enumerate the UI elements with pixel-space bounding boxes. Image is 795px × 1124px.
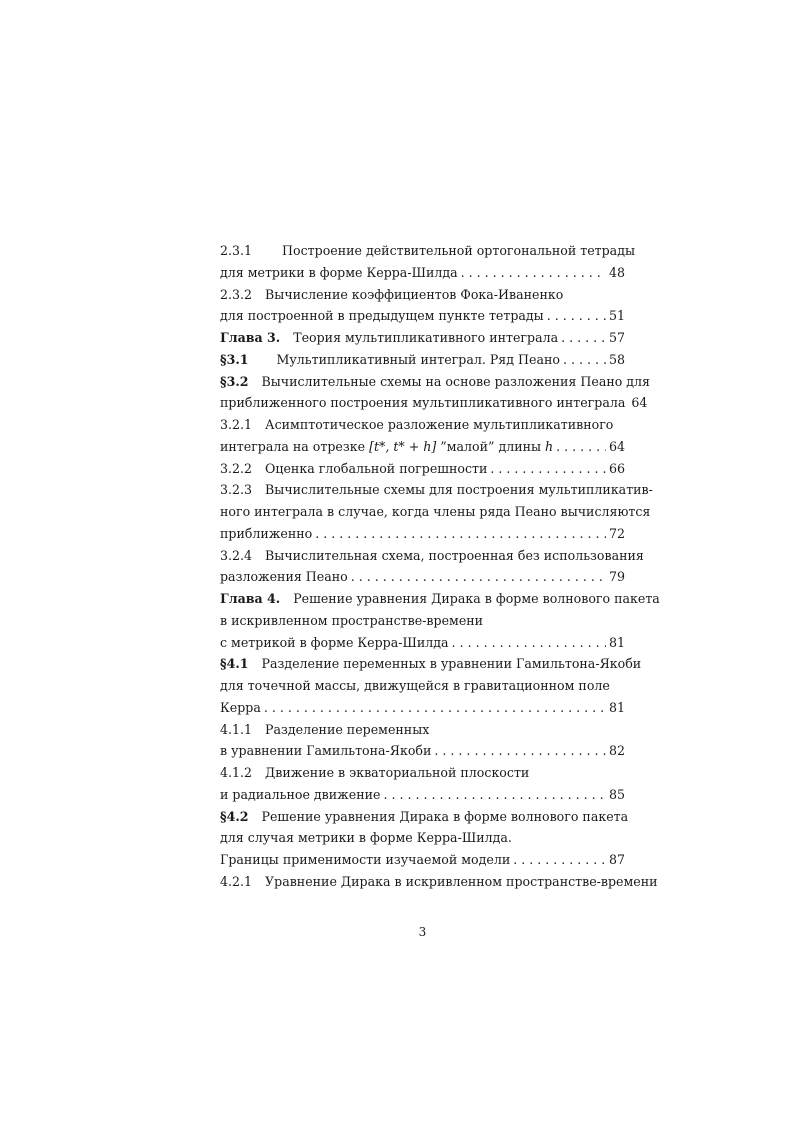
toc-line: [220, 305, 625, 327]
toc-leader: [434, 740, 606, 762]
toc-line: [220, 240, 635, 262]
toc-page-number: 64: [631, 395, 648, 411]
toc-leader: [490, 458, 606, 480]
toc-text: разложения Пеано: [220, 569, 348, 585]
toc-section-number: §4.2: [220, 808, 249, 824]
toc-page-number: 79: [608, 569, 625, 585]
toc-number: 3.2.3: [220, 482, 253, 498]
toc-line: [220, 392, 648, 414]
toc-number: 3.2.1: [220, 417, 253, 432]
toc-line: [220, 871, 658, 893]
toc-leader: [563, 349, 606, 371]
toc-page-number: 48: [608, 264, 625, 280]
toc-number: 4.1.1: [220, 721, 253, 737]
toc-line: [220, 479, 653, 501]
toc-text: Решение уравнения Дирака в форме волнового пакета: [293, 591, 660, 606]
toc-number: 4.1.2: [220, 765, 253, 780]
toc-line: [220, 327, 625, 349]
toc-number: 3.2.2: [220, 460, 253, 476]
toc-line: [220, 806, 629, 828]
toc-text: приближенного построения мультипликативного интеграла: [220, 395, 626, 411]
toc-line: [220, 284, 625, 306]
toc-line: [220, 653, 642, 675]
toc-text: Вычисление коэффициентов Фока-Иваненко: [265, 286, 564, 302]
toc-page-number: 82: [608, 743, 625, 759]
page-number: 3: [418, 925, 427, 939]
toc-section-number: §3.2: [220, 373, 249, 389]
toc-text: для случая метрики в форме Керра-Шилда.: [220, 830, 512, 846]
toc-text: Оценка глобальной погрешности: [265, 460, 488, 476]
toc-line: [220, 262, 625, 284]
toc-leader: [383, 784, 606, 806]
toc-text: Вычислительные схемы на основе разложения Пеано для: [261, 373, 651, 389]
toc-page-number: 72: [608, 525, 625, 541]
toc-leader: [461, 262, 606, 284]
toc-page-number: 81: [608, 699, 625, 715]
toc-page-number: 66: [608, 460, 625, 476]
toc-leader: [513, 849, 606, 871]
toc-number: 2.3.1: [220, 243, 253, 258]
toc-leader: [351, 566, 606, 588]
toc-page-number: 57: [608, 330, 625, 345]
toc-leader: [556, 436, 606, 458]
toc-text: и радиальное движение: [220, 786, 381, 802]
toc-text: для метрики в форме Керра-Шилда: [220, 264, 458, 280]
toc-page-number: 81: [608, 634, 625, 650]
toc-line: [220, 523, 625, 545]
toc-line: [220, 414, 625, 436]
toc-leader: [264, 697, 606, 719]
toc-leader: [561, 327, 606, 349]
toc-line: [220, 719, 625, 741]
toc-number: 2.3.2: [220, 286, 253, 302]
toc-number: 4.2.1: [220, 873, 253, 889]
toc-page-number: 51: [608, 308, 625, 324]
toc-line: [220, 566, 625, 588]
toc-section-number: §3.1: [220, 351, 249, 367]
toc-line: [220, 545, 644, 567]
toc-number: 3.2.4: [220, 547, 253, 563]
toc-text: Уравнение Дирака в искривленном пространстве-времени: [265, 873, 658, 889]
toc-text: Движение в экваториальной плоскости: [265, 765, 530, 780]
toc-line: [220, 849, 625, 871]
toc-text: ного интеграла в случае, когда члены ряда Пеано вычисляются: [220, 504, 651, 519]
toc-chapter-number: Глава 3.: [220, 330, 281, 345]
toc-page-number: 58: [608, 351, 625, 367]
toc-line: [220, 675, 625, 697]
toc-text: Вычислительные схемы для построения мультипликатив-: [265, 482, 653, 498]
toc-line: [220, 349, 625, 371]
toc-leader: [315, 523, 606, 545]
toc-leader: [547, 305, 606, 327]
toc-text: Теория мультипликативного интеграла: [293, 330, 559, 345]
toc-text: для точечной массы, движущейся в гравитационном поле: [220, 678, 610, 693]
toc-chapter-number: Глава 4.: [220, 591, 281, 606]
toc-text: Вычислительная схема, построенная без использования: [265, 547, 644, 563]
toc-line: [220, 501, 651, 523]
toc-text: интеграла на отрезке: [220, 438, 370, 454]
toc-line: [220, 740, 625, 762]
toc-line: [220, 762, 625, 784]
toc-text: Керра: [220, 699, 261, 715]
toc-text: с метрикой в форме Керра-Шилда: [220, 634, 449, 650]
toc-text: Решение уравнения Дирака в форме волнового пакета: [261, 808, 629, 824]
toc-text: Мультипликативный интеграл. Ряд Пеано: [276, 351, 560, 367]
toc-text: приближенно: [220, 525, 313, 541]
toc-text: Разделение переменных: [265, 721, 430, 737]
toc-line: [220, 697, 625, 719]
toc-section-number: §4.1: [220, 656, 249, 672]
toc-text: Построение действительной ортогональной тетрады: [282, 243, 635, 258]
toc-math-h: h: [545, 438, 554, 454]
toc-math-interval: [t*, t* + h]: [369, 438, 437, 454]
toc-text: Асимптотическое разложение мультипликативного: [265, 417, 614, 432]
toc-text: Границы применимости изучаемой модели: [220, 852, 511, 867]
toc-line: [220, 784, 625, 806]
toc-line: [220, 588, 660, 610]
toc-text: Разделение переменных в уравнении Гамильтона-Якоби: [261, 656, 642, 672]
toc-line: [220, 827, 625, 849]
toc-line: [220, 458, 625, 480]
toc-text: в уравнении Гамильтона-Якоби: [220, 743, 432, 759]
toc-page-number: 87: [608, 852, 625, 867]
toc-text: в искривленном пространстве-времени: [220, 612, 484, 628]
toc-line: [220, 632, 625, 654]
toc-text: ”малой” длины: [436, 438, 546, 454]
toc-page-number: 64: [608, 438, 625, 454]
toc-page-number: 85: [608, 786, 625, 802]
toc-page: [220, 240, 660, 893]
toc-line: [220, 371, 651, 393]
toc-line: [220, 436, 625, 458]
toc-text: для построенной в предыдущем пункте тетрады: [220, 308, 544, 324]
toc-leader: [452, 632, 606, 654]
toc-line: [220, 610, 625, 632]
